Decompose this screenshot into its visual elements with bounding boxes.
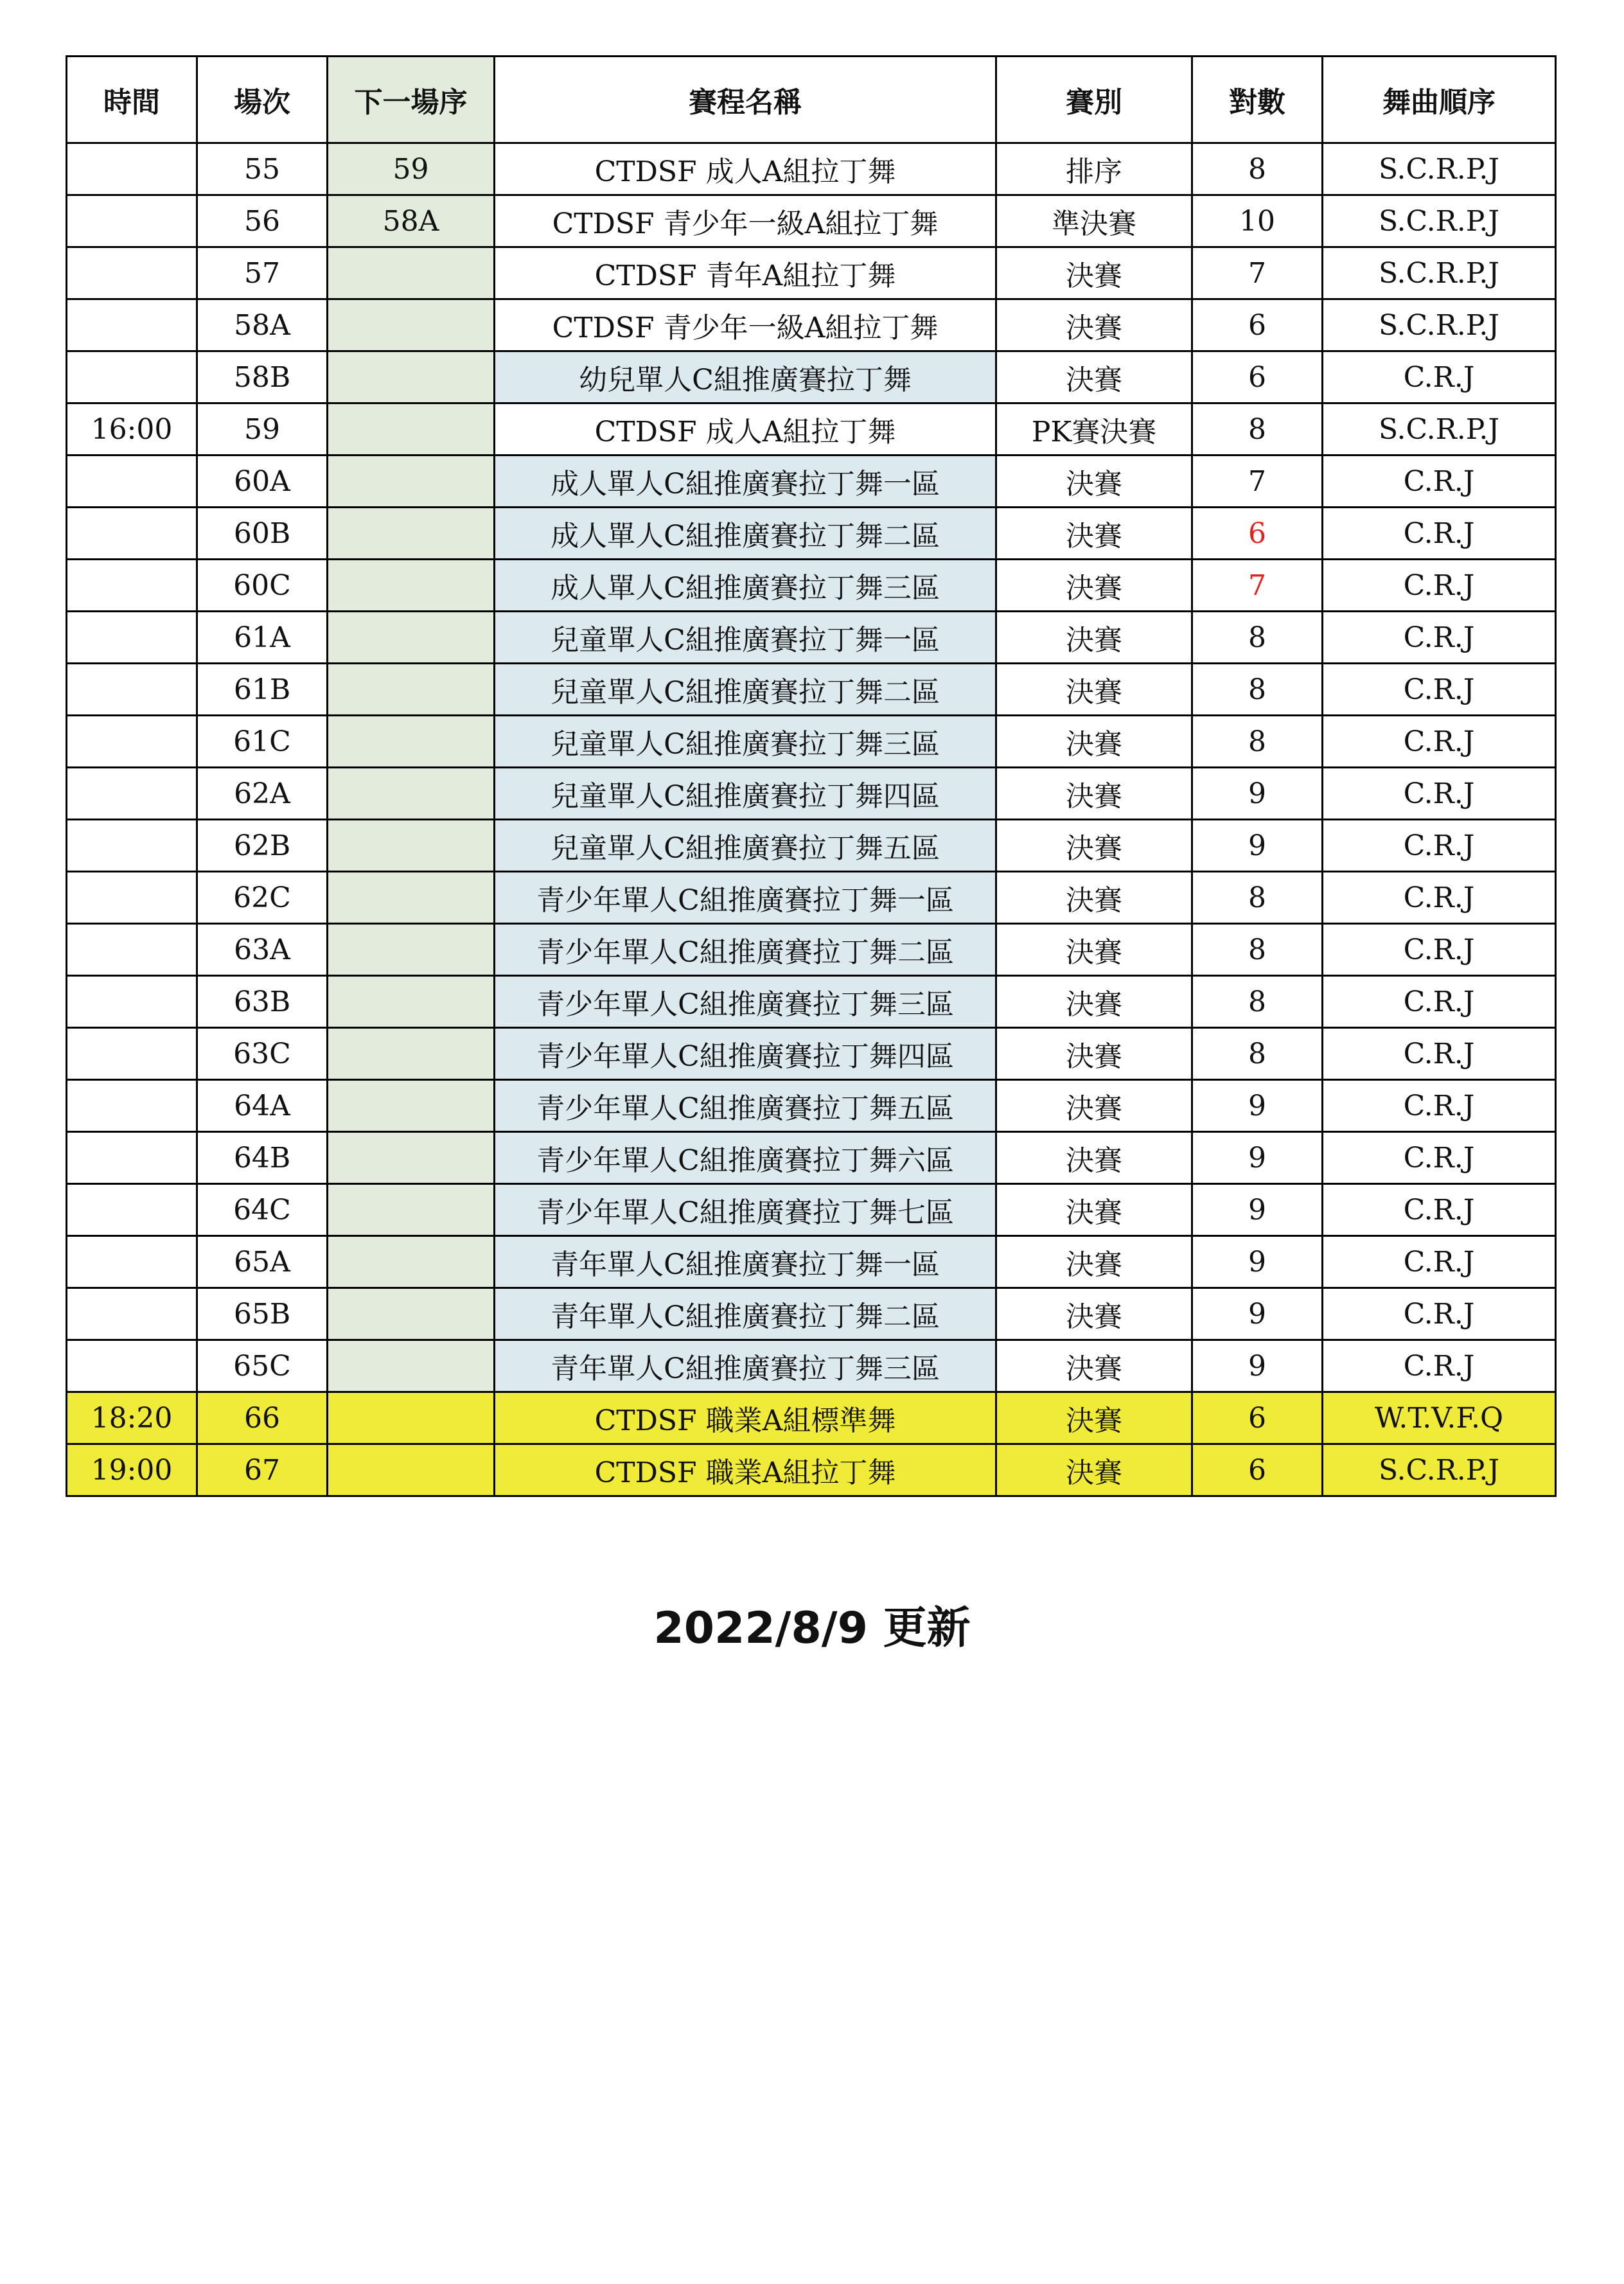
cell-event-name: 青少年單人C組推廣賽拉丁舞二區 <box>495 924 996 976</box>
cell-couples: 8 <box>1192 716 1323 768</box>
cell-stage: 決賽 <box>996 820 1192 872</box>
cell-stage: 決賽 <box>996 1080 1192 1132</box>
cell-next-round <box>328 1340 495 1392</box>
header-couples: 對數 <box>1192 57 1323 143</box>
header-stage: 賽別 <box>996 57 1192 143</box>
cell-round: 64C <box>197 1184 328 1236</box>
cell-stage: 準決賽 <box>996 195 1192 247</box>
cell-stage: 排序 <box>996 143 1192 195</box>
cell-round: 64B <box>197 1132 328 1184</box>
cell-stage: 決賽 <box>996 664 1192 716</box>
cell-couples: 6 <box>1192 508 1323 560</box>
table-row <box>67 820 1556 872</box>
header-event-name: 賽程名稱 <box>495 57 996 143</box>
cell-next-round <box>328 1392 495 1444</box>
cell-dance-order: S.C.R.P.J <box>1323 195 1556 247</box>
cell-dance-order: C.R.J <box>1323 1340 1556 1392</box>
cell-stage: 決賽 <box>996 299 1192 351</box>
cell-event-name: 兒童單人C組推廣賽拉丁舞三區 <box>495 716 996 768</box>
cell-round: 61C <box>197 716 328 768</box>
cell-next-round <box>328 247 495 299</box>
cell-next-round <box>328 1444 495 1496</box>
cell-time <box>67 143 197 195</box>
cell-dance-order: C.R.J <box>1323 1184 1556 1236</box>
cell-round: 59 <box>197 403 328 456</box>
cell-round: 61A <box>197 612 328 664</box>
cell-stage: 決賽 <box>996 612 1192 664</box>
cell-round: 66 <box>197 1392 328 1444</box>
table-row <box>67 1340 1556 1392</box>
cell-couples: 7 <box>1192 456 1323 508</box>
cell-dance-order: C.R.J <box>1323 768 1556 820</box>
cell-round: 63A <box>197 924 328 976</box>
cell-stage: PK賽決賽 <box>996 403 1192 456</box>
cell-round: 56 <box>197 195 328 247</box>
cell-couples: 9 <box>1192 1340 1323 1392</box>
cell-event-name: 青少年單人C組推廣賽拉丁舞七區 <box>495 1184 996 1236</box>
cell-stage: 決賽 <box>996 768 1192 820</box>
cell-round: 65A <box>197 1236 328 1288</box>
cell-event-name: CTDSF 青年A組拉丁舞 <box>495 247 996 299</box>
cell-couples: 9 <box>1192 1236 1323 1288</box>
cell-stage: 決賽 <box>996 508 1192 560</box>
cell-next-round <box>328 1132 495 1184</box>
table-row <box>67 351 1556 403</box>
cell-event-name: 成人單人C組推廣賽拉丁舞三區 <box>495 560 996 612</box>
cell-round: 60C <box>197 560 328 612</box>
cell-next-round <box>328 1288 495 1340</box>
cell-stage: 決賽 <box>996 924 1192 976</box>
cell-next-round <box>328 1080 495 1132</box>
cell-couples: 9 <box>1192 1184 1323 1236</box>
table-row <box>67 456 1556 508</box>
cell-stage: 決賽 <box>996 1028 1192 1080</box>
cell-event-name: 青少年單人C組推廣賽拉丁舞四區 <box>495 1028 996 1080</box>
cell-dance-order: C.R.J <box>1323 1236 1556 1288</box>
table-row <box>67 560 1556 612</box>
header-row <box>67 57 1556 143</box>
cell-couples: 7 <box>1192 247 1323 299</box>
cell-time <box>67 560 197 612</box>
cell-time <box>67 508 197 560</box>
cell-dance-order: C.R.J <box>1323 1132 1556 1184</box>
cell-dance-order: C.R.J <box>1323 1080 1556 1132</box>
cell-next-round <box>328 456 495 508</box>
cell-time <box>67 1236 197 1288</box>
cell-next-round <box>328 924 495 976</box>
cell-couples: 9 <box>1192 768 1323 820</box>
cell-dance-order: C.R.J <box>1323 820 1556 872</box>
cell-stage: 決賽 <box>996 1132 1192 1184</box>
cell-round: 62A <box>197 768 328 820</box>
cell-stage: 決賽 <box>996 1184 1192 1236</box>
header-next-round: 下一場序 <box>328 57 495 143</box>
cell-event-name: CTDSF 職業A組標準舞 <box>495 1392 996 1444</box>
table-row <box>67 612 1556 664</box>
cell-round: 57 <box>197 247 328 299</box>
table-row <box>67 716 1556 768</box>
cell-event-name: 青年單人C組推廣賽拉丁舞三區 <box>495 1340 996 1392</box>
cell-couples: 10 <box>1192 195 1323 247</box>
table-row <box>67 924 1556 976</box>
cell-dance-order: C.R.J <box>1323 664 1556 716</box>
cell-couples: 6 <box>1192 299 1323 351</box>
cell-time <box>67 716 197 768</box>
cell-stage: 決賽 <box>996 872 1192 924</box>
update-date-footer: 2022/8/9 更新 <box>653 1603 971 1654</box>
table-row <box>67 1028 1556 1080</box>
table-row <box>67 976 1556 1028</box>
cell-next-round <box>328 1236 495 1288</box>
cell-dance-order: C.R.J <box>1323 351 1556 403</box>
cell-event-name: 青少年單人C組推廣賽拉丁舞六區 <box>495 1132 996 1184</box>
cell-couples: 6 <box>1192 351 1323 403</box>
cell-dance-order: C.R.J <box>1323 612 1556 664</box>
cell-next-round <box>328 508 495 560</box>
cell-next-round <box>328 560 495 612</box>
cell-dance-order: C.R.J <box>1323 924 1556 976</box>
cell-event-name: 兒童單人C組推廣賽拉丁舞二區 <box>495 664 996 716</box>
table-row <box>67 768 1556 820</box>
table-row <box>67 1236 1556 1288</box>
table-row <box>67 299 1556 351</box>
cell-dance-order: C.R.J <box>1323 716 1556 768</box>
schedule-table <box>66 55 1557 1497</box>
cell-round: 64A <box>197 1080 328 1132</box>
cell-stage: 決賽 <box>996 716 1192 768</box>
cell-time <box>67 351 197 403</box>
cell-time: 18:20 <box>67 1392 197 1444</box>
cell-couples: 8 <box>1192 976 1323 1028</box>
cell-stage: 決賽 <box>996 560 1192 612</box>
cell-stage: 決賽 <box>996 247 1192 299</box>
cell-time <box>67 1132 197 1184</box>
cell-dance-order: S.C.R.P.J <box>1323 247 1556 299</box>
table-row <box>67 872 1556 924</box>
cell-stage: 決賽 <box>996 1340 1192 1392</box>
cell-stage: 決賽 <box>996 1392 1192 1444</box>
cell-round: 62C <box>197 872 328 924</box>
cell-round: 61B <box>197 664 328 716</box>
cell-event-name: CTDSF 職業A組拉丁舞 <box>495 1444 996 1496</box>
cell-next-round <box>328 612 495 664</box>
cell-dance-order: C.R.J <box>1323 872 1556 924</box>
table-row <box>67 1132 1556 1184</box>
cell-stage: 決賽 <box>996 976 1192 1028</box>
cell-event-name: 兒童單人C組推廣賽拉丁舞四區 <box>495 768 996 820</box>
cell-event-name: 青年單人C組推廣賽拉丁舞一區 <box>495 1236 996 1288</box>
cell-time <box>67 247 197 299</box>
table-row <box>67 1444 1556 1496</box>
cell-round: 60B <box>197 508 328 560</box>
cell-dance-order: C.R.J <box>1323 508 1556 560</box>
table-row <box>67 403 1556 456</box>
cell-time <box>67 1340 197 1392</box>
cell-time <box>67 768 197 820</box>
cell-round: 63B <box>197 976 328 1028</box>
cell-event-name: 青少年單人C組推廣賽拉丁舞一區 <box>495 872 996 924</box>
cell-event-name: CTDSF 青少年一級A組拉丁舞 <box>495 195 996 247</box>
header-time: 時間 <box>67 57 197 143</box>
cell-couples: 8 <box>1192 872 1323 924</box>
table-row <box>67 508 1556 560</box>
table-row <box>67 195 1556 247</box>
cell-dance-order: C.R.J <box>1323 560 1556 612</box>
cell-couples: 9 <box>1192 1080 1323 1132</box>
cell-event-name: 兒童單人C組推廣賽拉丁舞一區 <box>495 612 996 664</box>
table-row <box>67 143 1556 195</box>
cell-couples: 6 <box>1192 1444 1323 1496</box>
cell-time <box>67 1080 197 1132</box>
table-row <box>67 1080 1556 1132</box>
cell-next-round <box>328 1184 495 1236</box>
cell-stage: 決賽 <box>996 456 1192 508</box>
cell-time <box>67 456 197 508</box>
cell-dance-order: C.R.J <box>1323 976 1556 1028</box>
cell-dance-order: C.R.J <box>1323 1028 1556 1080</box>
cell-next-round <box>328 664 495 716</box>
cell-couples: 6 <box>1192 1392 1323 1444</box>
cell-couples: 9 <box>1192 1288 1323 1340</box>
cell-time <box>67 976 197 1028</box>
cell-time <box>67 924 197 976</box>
cell-couples: 8 <box>1192 1028 1323 1080</box>
cell-time: 16:00 <box>67 403 197 456</box>
cell-next-round <box>328 768 495 820</box>
cell-stage: 決賽 <box>996 351 1192 403</box>
cell-event-name: 幼兒單人C組推廣賽拉丁舞 <box>495 351 996 403</box>
cell-next-round <box>328 872 495 924</box>
cell-event-name: 青年單人C組推廣賽拉丁舞二區 <box>495 1288 996 1340</box>
cell-time <box>67 664 197 716</box>
cell-next-round <box>328 1028 495 1080</box>
table-row <box>67 1392 1556 1444</box>
cell-next-round <box>328 299 495 351</box>
cell-event-name: CTDSF 成人A組拉丁舞 <box>495 403 996 456</box>
cell-next-round <box>328 403 495 456</box>
cell-event-name: 青少年單人C組推廣賽拉丁舞五區 <box>495 1080 996 1132</box>
cell-event-name: 成人單人C組推廣賽拉丁舞一區 <box>495 456 996 508</box>
cell-time <box>67 872 197 924</box>
cell-time <box>67 1028 197 1080</box>
cell-dance-order: S.C.R.P.J <box>1323 1444 1556 1496</box>
cell-stage: 決賽 <box>996 1236 1192 1288</box>
schedule-body <box>67 143 1556 1496</box>
cell-time: 19:00 <box>67 1444 197 1496</box>
cell-round: 60A <box>197 456 328 508</box>
table-row <box>67 1184 1556 1236</box>
cell-next-round: 58A <box>328 195 495 247</box>
cell-round: 67 <box>197 1444 328 1496</box>
cell-time <box>67 612 197 664</box>
cell-round: 58B <box>197 351 328 403</box>
cell-time <box>67 299 197 351</box>
cell-next-round <box>328 351 495 403</box>
table-row <box>67 1288 1556 1340</box>
cell-round: 65C <box>197 1340 328 1392</box>
cell-dance-order: W.T.V.F.Q <box>1323 1392 1556 1444</box>
cell-couples: 8 <box>1192 924 1323 976</box>
cell-next-round <box>328 716 495 768</box>
cell-next-round: 59 <box>328 143 495 195</box>
cell-stage: 決賽 <box>996 1288 1192 1340</box>
cell-couples: 8 <box>1192 664 1323 716</box>
header-round: 場次 <box>197 57 328 143</box>
cell-event-name: CTDSF 成人A組拉丁舞 <box>495 143 996 195</box>
cell-time <box>67 1288 197 1340</box>
cell-couples: 7 <box>1192 560 1323 612</box>
cell-event-name: 青少年單人C組推廣賽拉丁舞三區 <box>495 976 996 1028</box>
cell-couples: 9 <box>1192 820 1323 872</box>
cell-couples: 8 <box>1192 403 1323 456</box>
cell-next-round <box>328 976 495 1028</box>
cell-dance-order: C.R.J <box>1323 1288 1556 1340</box>
cell-couples: 8 <box>1192 612 1323 664</box>
cell-round: 63C <box>197 1028 328 1080</box>
cell-event-name: 兒童單人C組推廣賽拉丁舞五區 <box>495 820 996 872</box>
cell-stage: 決賽 <box>996 1444 1192 1496</box>
table-row <box>67 247 1556 299</box>
cell-round: 58A <box>197 299 328 351</box>
cell-couples: 8 <box>1192 143 1323 195</box>
cell-round: 55 <box>197 143 328 195</box>
header-dance-order: 舞曲順序 <box>1323 57 1556 143</box>
cell-event-name: CTDSF 青少年一級A組拉丁舞 <box>495 299 996 351</box>
cell-dance-order: S.C.R.P.J <box>1323 299 1556 351</box>
cell-time <box>67 1184 197 1236</box>
cell-time <box>67 195 197 247</box>
cell-dance-order: S.C.R.P.J <box>1323 403 1556 456</box>
cell-time <box>67 820 197 872</box>
cell-dance-order: S.C.R.P.J <box>1323 143 1556 195</box>
cell-dance-order: C.R.J <box>1323 456 1556 508</box>
table-row <box>67 664 1556 716</box>
cell-round: 65B <box>197 1288 328 1340</box>
cell-event-name: 成人單人C組推廣賽拉丁舞二區 <box>495 508 996 560</box>
cell-couples: 9 <box>1192 1132 1323 1184</box>
cell-next-round <box>328 820 495 872</box>
cell-round: 62B <box>197 820 328 872</box>
